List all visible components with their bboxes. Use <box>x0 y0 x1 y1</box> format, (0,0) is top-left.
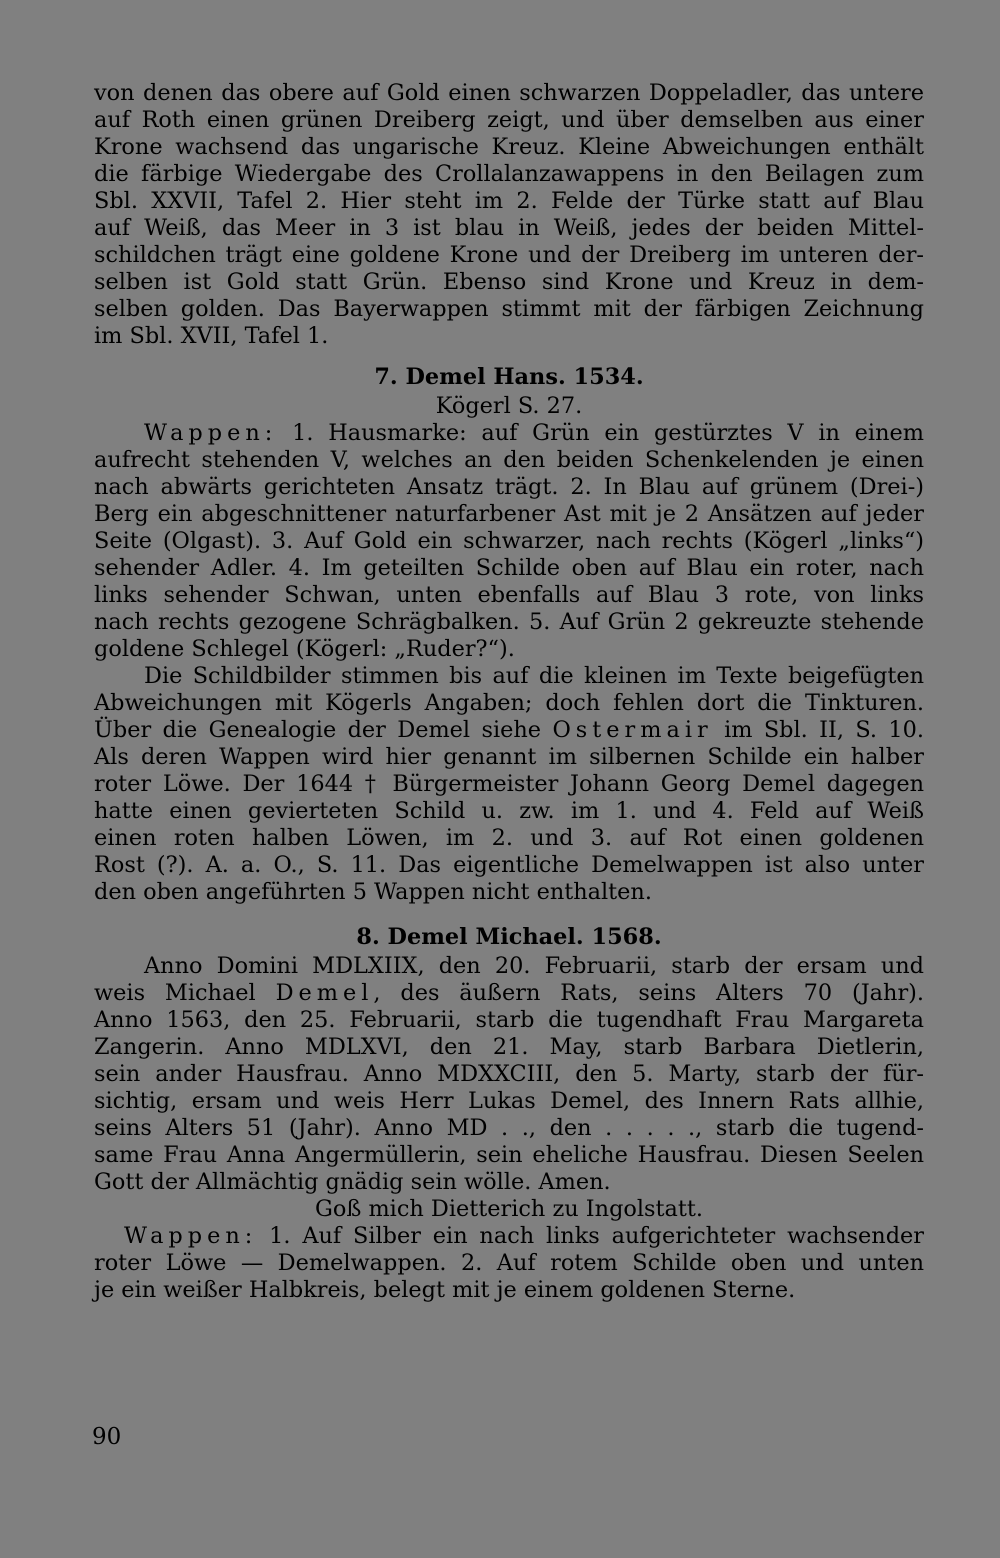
text-line: Rost (?). A. a. O., S. 11. Das eigentliche Demelwappen ist also unter <box>94 852 924 878</box>
text-line: hatte einen gevierteten Schild u. zw. im 1. und 4. Feld auf Weiß <box>94 798 924 824</box>
text-line: auf Weiß, das Meer in 3 ist blau in Weiß, jedes der beiden Mittel- <box>94 215 924 241</box>
text-line: goldene Schlegel (Kögerl: „Ruder?“). <box>94 636 515 662</box>
text-line: die färbige Wiedergabe des Crollalanzawappens in den Beilagen zum <box>94 161 924 187</box>
text-line: Abweichungen mit Kögerls Angaben; doch fehlen dort die Tinkturen. <box>94 690 924 716</box>
text-line: roter Löwe. Der 1644 † Bürgermeister Johann Georg Demel dagegen <box>94 771 924 797</box>
page-body <box>94 80 924 1304</box>
text-line: den oben angeführten 5 Wappen nicht enthalten. <box>94 879 652 905</box>
text-line: Über die Genealogie der Demel siehe Ostermair im Sbl. II, S. 10. <box>94 717 925 743</box>
text-line: aufrecht stehenden V, welches an den beiden Schenkelenden je einen <box>94 447 924 473</box>
text-line: Anno 1563, den 25. Februarii, starb die tugendhaft Frau Margareta <box>94 1007 924 1033</box>
text-line: je ein weißer Halbkreis, belegt mit je einem goldenen Sterne. <box>94 1277 796 1303</box>
text-line: von denen das obere auf Gold einen schwarzen Doppeladler, das untere <box>94 80 924 106</box>
text-line: Berg ein abgeschnittener naturfarbener Ast mit je 2 Ansätzen auf jeder <box>94 501 924 527</box>
text-line: weis Michael Demel, des äußern Rats, seins Alters 70 (Jahr). <box>94 980 924 1006</box>
text-line: Gott der Allmächtig gnädig sein wölle. Amen. <box>94 1169 611 1195</box>
text-line: nach abwärts gerichteten Ansatz trägt. 2. In Blau auf grünem (Drei-) <box>94 474 924 500</box>
text-line: Wappen: 1. Auf Silber ein nach links aufgerichteter wachsender <box>124 1223 924 1249</box>
section-heading-demel-hans: 7. Demel Hans. 1534. <box>374 364 644 390</box>
text-line: roter Löwe — Demelwappen. 2. Auf rotem Schilde oben und unten <box>94 1250 924 1276</box>
wappen-description-7 <box>94 420 924 663</box>
founder-signature: Goß mich Dietterich zu Ingolstatt. <box>315 1196 703 1222</box>
section-heading-demel-michael: 8. Demel Michael. 1568. <box>356 924 662 950</box>
inscription-8 <box>94 953 924 1196</box>
author-name: Ostermair <box>552 717 713 743</box>
page-number: 90 <box>92 1424 122 1450</box>
text-line: selben ist Gold statt Grün. Ebenso sind Krone und Kreuz in dem- <box>94 269 924 295</box>
text-line: im Sbl. XVII, Tafel 1. <box>94 323 329 349</box>
text-line: sichtig, ersam und weis Herr Lukas Demel, des Innern Rats allhie, <box>94 1088 924 1114</box>
wappen-label: Wappen: <box>124 1223 258 1249</box>
wappen-description-8 <box>94 1223 924 1304</box>
text-line: Die Schildbilder stimmen bis auf die kleinen im Texte beigefügten <box>144 663 924 689</box>
text-line: same Frau Anna Angermüllerin, sein eheliche Hausfrau. Diesen Seelen <box>94 1142 924 1168</box>
text-line: schildchen trägt eine goldene Krone und der Dreiberg im unteren der- <box>94 242 924 268</box>
surname: Demel <box>275 980 374 1006</box>
text-line: nach rechts gezogene Schrägbalken. 5. Auf Grün 2 gekreuzte stehende <box>94 609 924 635</box>
text-line: links sehender Schwan, unten ebenfalls auf Blau 3 rote, von links <box>94 582 924 608</box>
text-line: Sbl. XXVII, Tafel 2. Hier steht im 2. Felde der Türke statt auf Blau <box>94 188 924 214</box>
text-line: Krone wachsend das ungarische Kreuz. Kleine Abweichungen enthält <box>94 134 924 160</box>
text-line: Als deren Wappen wird hier genannt im silbernen Schilde ein halber <box>94 744 924 770</box>
paragraph-continued <box>94 80 924 350</box>
wappen-label: Wappen: <box>144 420 278 446</box>
text-line: seins Alters 51 (Jahr). Anno MD . ., den . . . . ., starb die tugend- <box>94 1115 924 1141</box>
source-reference: Kögerl S. 27. <box>435 393 583 419</box>
text-line: Seite (Olgast). 3. Auf Gold ein schwarzer, nach rechts (Kögerl „links“) <box>94 528 924 554</box>
text-line: einen roten halben Löwen, im 2. und 3. auf Rot einen goldenen <box>94 825 924 851</box>
text-line: Anno Domini MDLXIIX, den 20. Februarii, starb der ersam und <box>144 953 924 979</box>
text-line: sein ander Hausfrau. Anno MDXXCIII, den 5. Marty, starb der für- <box>94 1061 924 1087</box>
note-paragraph-7 <box>94 663 924 906</box>
text-line: Zangerin. Anno MDLXVI, den 21. May, starb Barbara Dietlerin, <box>94 1034 924 1060</box>
text-line: selben golden. Das Bayerwappen stimmt mit der färbigen Zeichnung <box>94 296 924 322</box>
text-line: auf Roth einen grünen Dreiberg zeigt, und über demselben aus einer <box>94 107 924 133</box>
text-line: Wappen: 1. Hausmarke: auf Grün ein gestürztes V in einem <box>144 420 924 446</box>
text-line: sehender Adler. 4. Im geteilten Schilde oben auf Blau ein roter, nach <box>94 555 924 581</box>
